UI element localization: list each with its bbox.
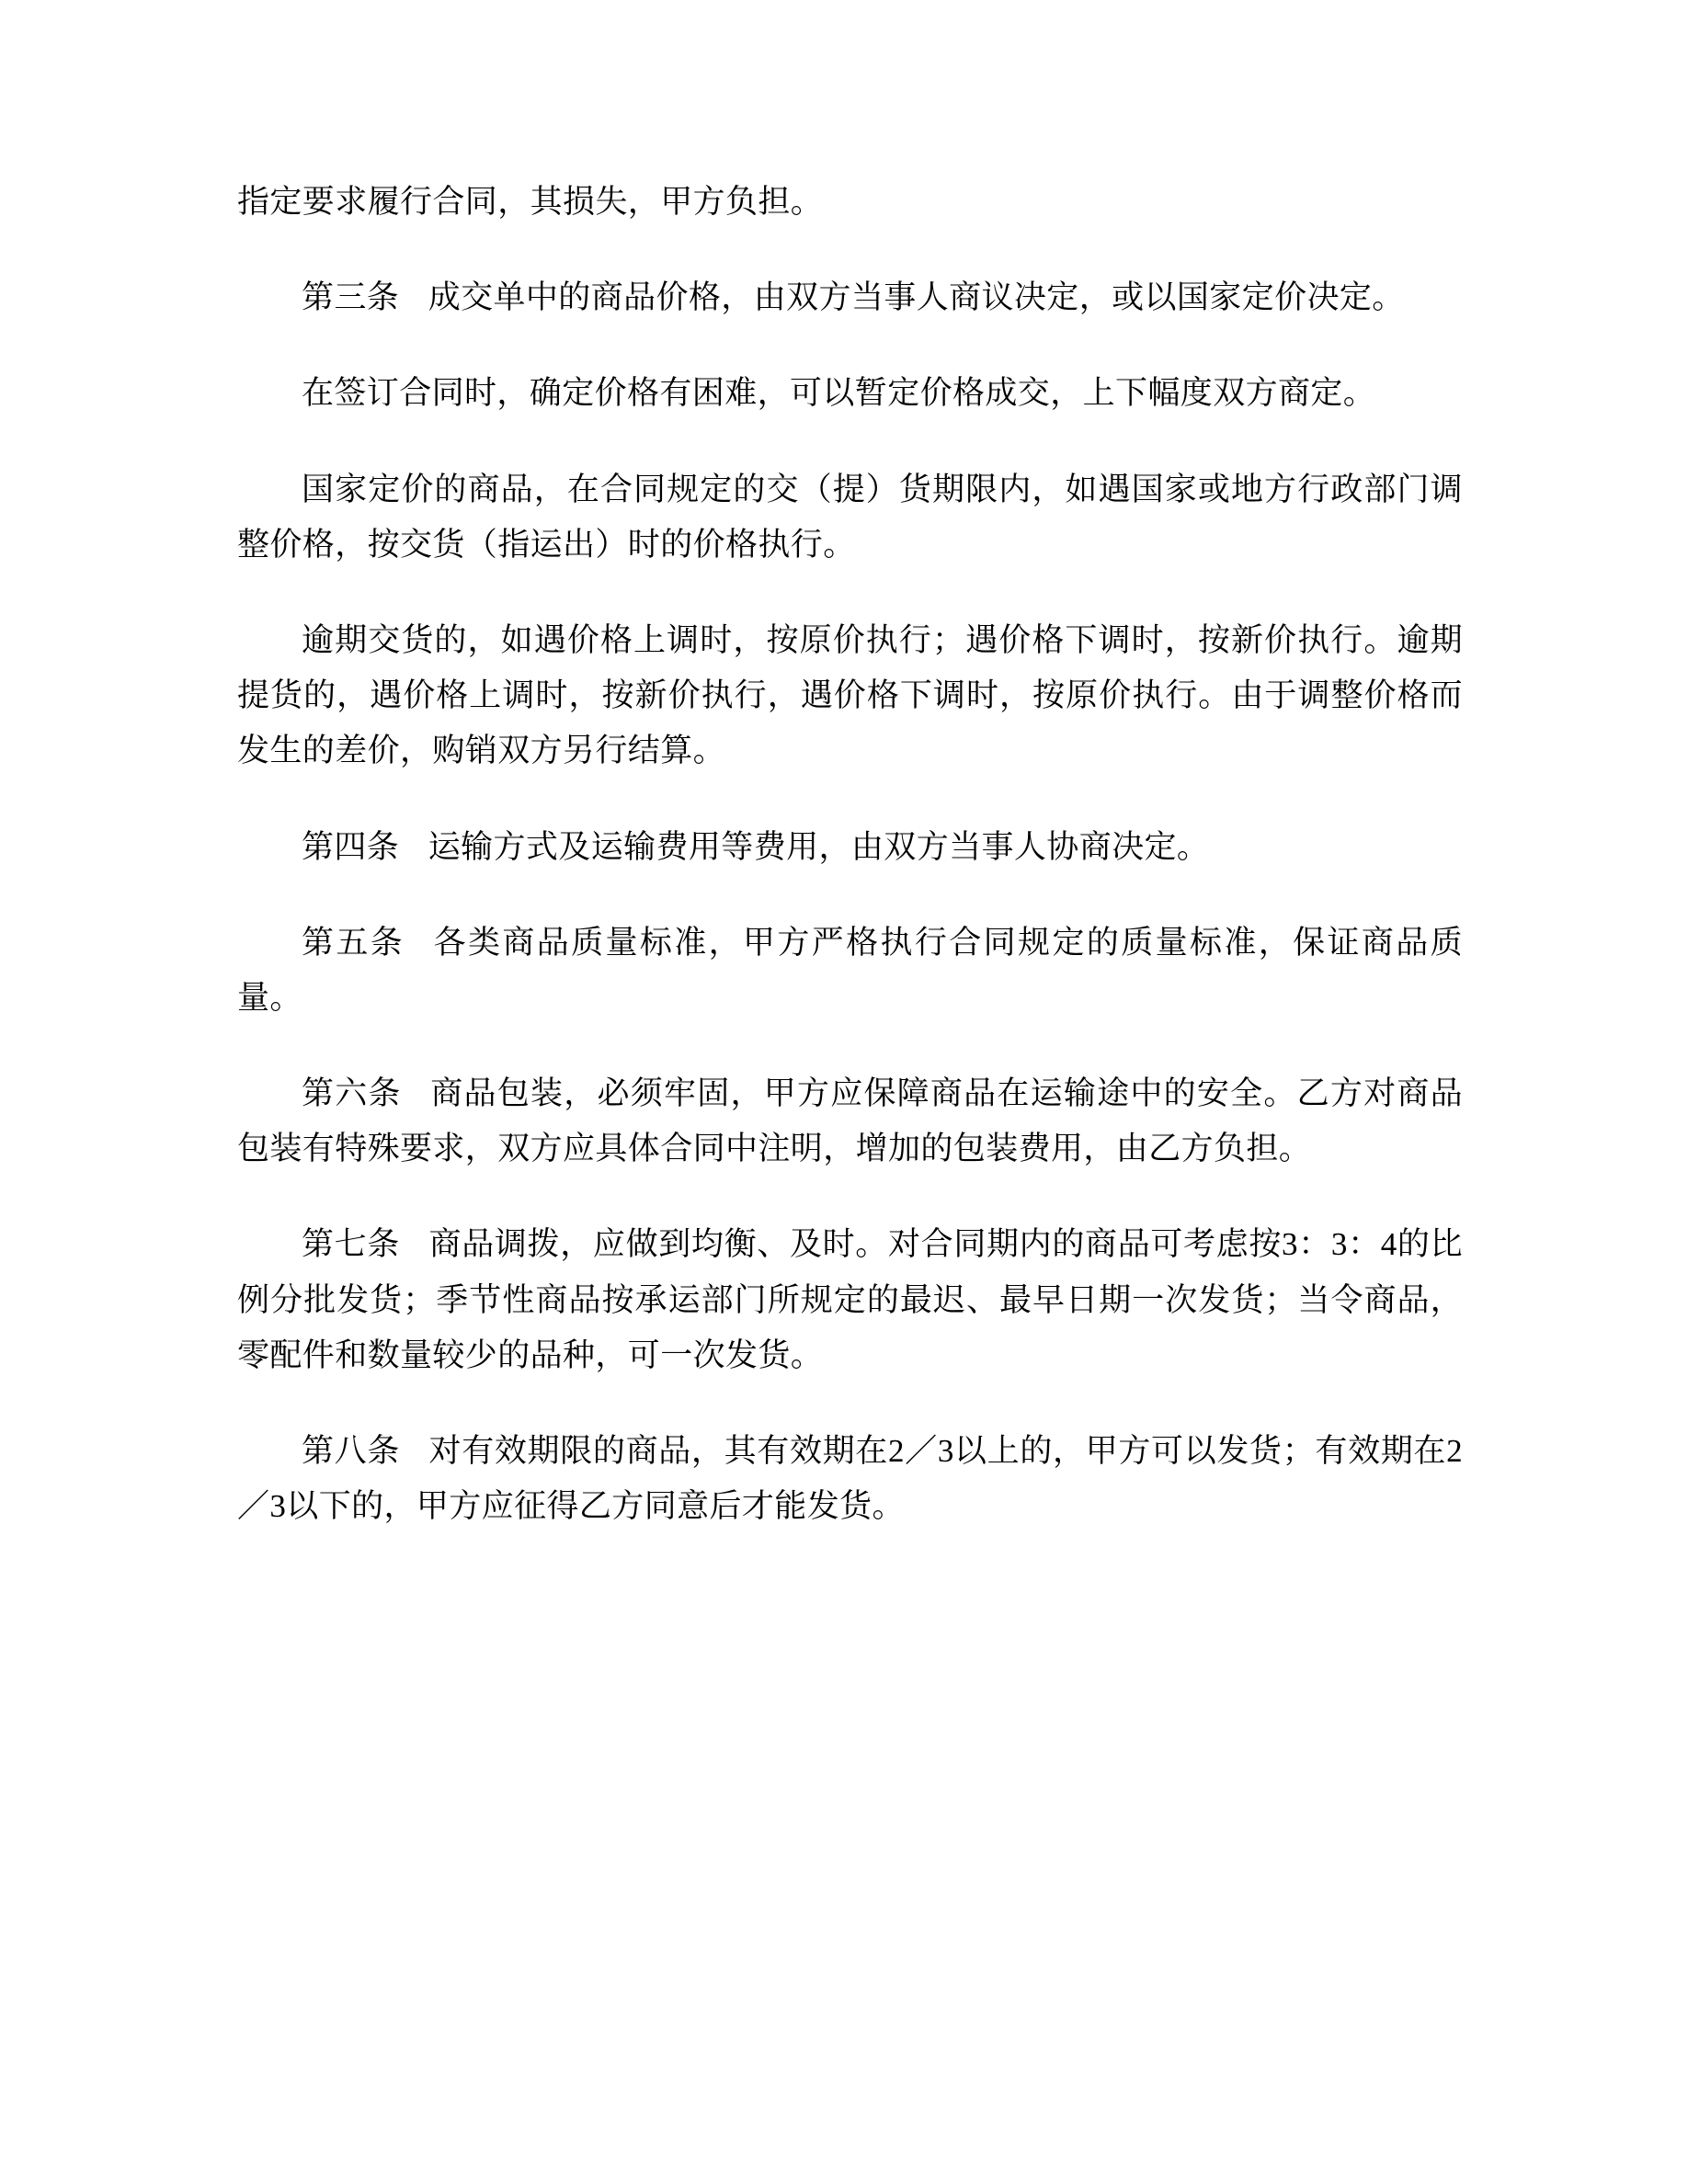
paragraph-text: 国家定价的商品，在合同规定的交（提）货期限内，如遇国家或地方行政部门调整价格，按交货（指运出）时的价格执行。: [237, 471, 1463, 563]
article-label: 第三条: [302, 279, 400, 316]
article-label: 第五条: [302, 924, 405, 961]
paragraph-text: 商品调拨，应做到均衡、及时。对合同期内的商品可考虑按3：3：4的比例分批发货；季节性商品按承运部门所规定的最迟、最早日期一次发货；当令商品，零配件和数量较少的品种，可一次发货。: [237, 1226, 1464, 1373]
article-label: 第六条: [302, 1075, 402, 1112]
paragraph-text: 成交单中的商品价格，由双方当事人商议决定，或以国家定价决定。: [428, 279, 1405, 316]
paragraph-text: 在签订合同时，确定价格有困难，可以暂定价格成交，上下幅度双方商定。: [302, 375, 1376, 412]
paragraph-article-3-sub-3: [237, 613, 1463, 779]
document-body: [237, 175, 1463, 1534]
paragraph-text: 对有效期限的商品，其有效期在2／3以上的，甲方可以发货；有效期在2／3以下的，甲方应征得乙方同意后才能发货。: [237, 1433, 1464, 1525]
paragraph-article-7: [237, 1217, 1463, 1383]
paragraph-text: 运输方式及运输费用等费用，由双方当事人协商决定。: [428, 828, 1210, 865]
paragraph-article-8: [237, 1424, 1463, 1534]
paragraph-article-6: [237, 1066, 1463, 1177]
paragraph-article-4: [237, 820, 1463, 875]
article-label: 第八条: [302, 1433, 401, 1469]
paragraph-text: 指定要求履行合同，其损失，甲方负担。: [237, 184, 824, 220]
paragraph-continuation: [237, 175, 1463, 230]
paragraph-article-3: [237, 270, 1463, 325]
paragraph-article-3-sub-1: [237, 366, 1463, 421]
paragraph-article-5: [237, 916, 1463, 1026]
paragraph-text: 商品包装，必须牢固，甲方应保障商品在运输途中的安全。乙方对商品包装有特殊要求，双方应具体合同中注明，增加的包装费用，由乙方负担。: [237, 1075, 1464, 1167]
article-label: 第七条: [302, 1226, 401, 1263]
paragraph-article-3-sub-2: [237, 462, 1463, 573]
article-label: 第四条: [302, 828, 400, 865]
paragraph-text: 各类商品质量标准，甲方严格执行合同规定的质量标准，保证商品质量。: [237, 924, 1463, 1016]
paragraph-text: 逾期交货的，如遇价格上调时，按原价执行；遇价格下调时，按新价执行。逾期提货的，遇价格上调时，按新价执行，遇价格下调时，按原价执行。由于调整价格而发生的差价，购销双方另行结算。: [237, 621, 1463, 769]
